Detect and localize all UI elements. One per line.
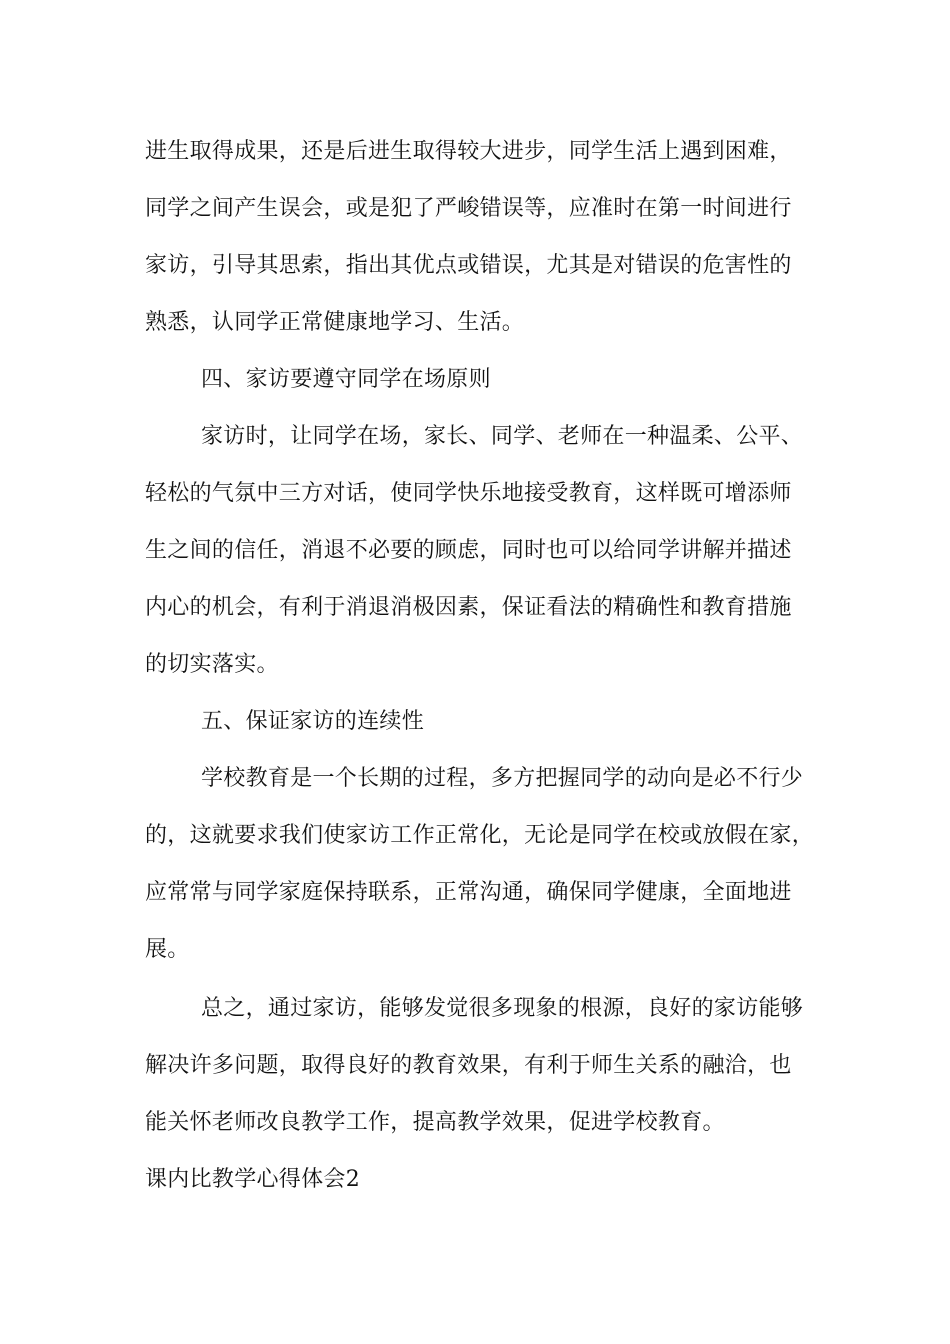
paragraph-line: 应常常与同学家庭保持联系，正常沟通，确保同学健康，全面地进 — [145, 880, 792, 905]
article-title: 课内比教学心得体会2 — [145, 1167, 360, 1192]
section-heading-five: 五、保证家访的连续性 — [201, 709, 425, 734]
paragraph-line: 的切实落实。 — [145, 652, 279, 677]
paragraph-line: 展。 — [145, 937, 190, 962]
paragraph-line: 同学之间产生误会，或是犯了严峻错误等，应准时在第一时间进行 — [145, 196, 792, 221]
paragraph-line: 生之间的信任，消退不必要的顾虑，同时也可以给同学讲解并描述 — [145, 538, 792, 563]
paragraph-line: 总之，通过家访，能够发觉很多现象的根源，良好的家访能够 — [201, 996, 804, 1021]
section-heading-four: 四、家访要遵守同学在场原则 — [201, 367, 491, 392]
paragraph-line: 解决许多问题，取得良好的教育效果，有利于师生关系的融洽，也 — [145, 1053, 792, 1078]
paragraph-line: 学校教育是一个长期的过程，多方把握同学的动向是必不行少 — [201, 766, 804, 791]
paragraph-line: 能关怀老师改良教学工作，提高教学效果，促进学校教育。 — [145, 1110, 725, 1135]
paragraph-line: 轻松的气氛中三方对话，使同学快乐地接受教育，这样既可增添师 — [145, 481, 792, 506]
paragraph-line: 熟悉，认同学正常健康地学习、生活。 — [145, 310, 525, 335]
paragraph-line: 的，这就要求我们使家访工作正常化，无论是同学在校或放假在家， — [145, 823, 815, 848]
paragraph-line: 内心的机会，有利于消退消极因素，保证看法的精确性和教育措施 — [145, 595, 792, 620]
paragraph-line: 进生取得成果，还是后进生取得较大进步，同学生活上遇到困难， — [145, 139, 792, 164]
paragraph-line: 家访时，让同学在场，家长、同学、老师在一种温柔、公平、 — [201, 424, 804, 449]
paragraph-line: 家访，引导其思索，指出其优点或错误，尤其是对错误的危害性的 — [145, 253, 792, 278]
